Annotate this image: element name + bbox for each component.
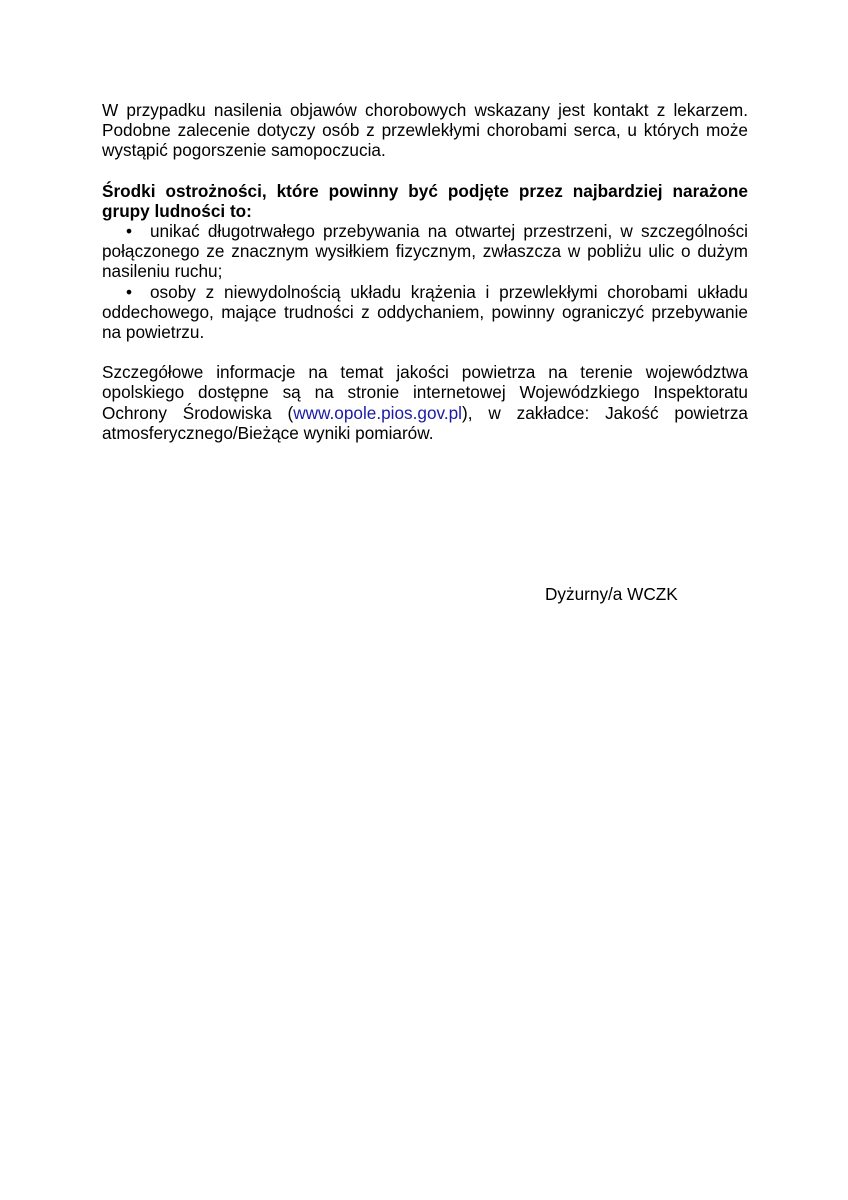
spacer [102,161,748,181]
list-item [102,221,748,282]
list-item [102,282,748,343]
list-item-text: osoby z niewydolnością układu krążenia i przewlekłymi chorobami układu oddechowego, mające trudności z oddychaniem, powinny ograniczyć przebywanie na powietrzu. [102,281,748,343]
bullet-icon: • [126,221,133,242]
list-item-text: unikać długotrwałego przebywania na otwartej przestrzeni, w szczególności połączonego ze znacznym wysiłkiem fizycznym, zwłaszcza w pobliżu ulic o dużym nasileniu ruchu; [102,221,748,282]
signature: Dyżurny/a WCZK [545,584,678,604]
spacer [102,342,748,362]
precautions-heading: Środki ostrożności, które powinny być podjęte przez najbardziej narażone grupy ludności to: [102,180,748,221]
info-text-before: Szczegółowe informacje na temat jakości powietrza na terenie województwa opolskiego dostępne są na stronie internetowej Wojewódzkiego Inspektoratu Ochrony Środowiska ( [102,362,748,423]
paragraph-info [102,362,748,443]
info-text-after: ), w zakładce: Jakość powietrza atmosferycznego/Bieżące wyniki pomiarów. [102,402,748,443]
document-body [102,100,748,443]
paragraph-symptoms: W przypadku nasilenia objawów chorobowych wskazany jest kontakt z lekarzem. Podobne zalecenie dotyczy osób z przewlekłymi chorobami serca, u których może wystąpić pogorszenie samopoczucia. [102,100,748,161]
bullet-icon: • [126,281,133,302]
wios-website-link[interactable]: www.opole.pios.gov.pl [293,402,463,423]
